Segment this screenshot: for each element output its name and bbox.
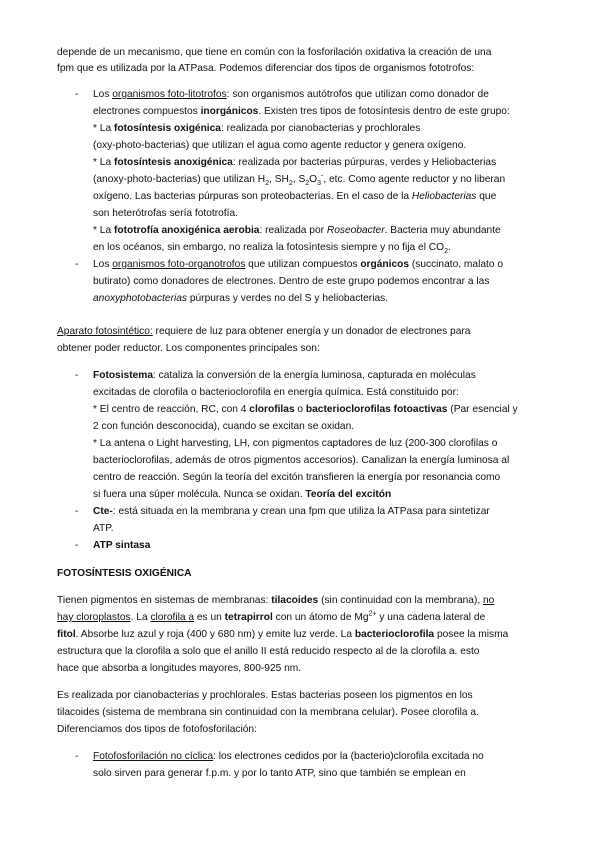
text-line: * La fototrofía anoxigénica aerobia: realizada por Roseobacter. Bacteria muy abundante: [93, 225, 501, 236]
text-line: en los océanos, sin embargo, no realiza la fotosíntesis siempre y no fija el $CO_2$.: [93, 242, 451, 256]
text-line: Diferenciamos dos tipos de fotofosforilación:: [57, 724, 257, 735]
text-line: electrones compuestos inorgánicos. Existen tres tipos de fotosíntesis dentro de este grupo:: [93, 106, 510, 117]
bullet-dash: -: [75, 751, 79, 762]
text-line: ATP sintasa: [93, 540, 151, 551]
text-line: * La fotosíntesis oxigénica: realizada por cianobacterias y prochlorales: [93, 123, 421, 134]
text-line: oxígeno. Las bacterias púrpuras son proteobacterias. En el caso de la Heliobacterias que: [93, 191, 497, 202]
text-line: Aparato fotosintético: requiere de luz para obtener energía y un donador de electrones para: [57, 326, 471, 337]
text-line: son heterótrofas sería fototrofía.: [93, 208, 238, 219]
text-line: * La antena o Light harvesting, LH, con pigmentos captadores de luz (200-300 clorofilas o: [93, 438, 498, 449]
text-line: fpm que es utilizada por la ATPasa. Podemos diferenciar dos tipos de organismos fototrofos:: [57, 63, 475, 74]
text-line: Fotosistema: cataliza la conversión de la energía luminosa, capturada en moléculas: [93, 370, 476, 381]
text-line: ATP.: [93, 523, 114, 534]
bullet-dash: -: [75, 259, 79, 270]
text-line: * El centro de reacción, RC, con 4 clorofilas o bacterioclorofilas fotoactivas (Par esencial y: [93, 404, 518, 415]
text-line: centro de reacción. Según la teoría del excitón transfieren la energía por resonancia como: [93, 472, 501, 483]
text-line: bacterioclorofilas, además de otros pigmentos accesorios). Canalizan la energía luminosa al: [93, 455, 510, 466]
text-line: tilacoides (sistema de membrana sin continuidad con la membrana celular). Posee clorofila a.: [57, 707, 479, 718]
text-line: fitol. Absorbe luz azul y roja (400 y 680 nm) y emite luz verde. La bacterioclorofila posee la misma: [57, 629, 509, 640]
text-line: anoxyphotobacterias púrpuras y verdes no del S y heliobacterias.: [93, 293, 389, 304]
section-heading: FOTOSÍNTESIS OXIGÉNICA: [57, 568, 192, 579]
text-line: excitadas de clorofila o bacterioclorofila en energía química. Está constituido por:: [93, 387, 459, 398]
text-line: Los organismos foto-litotrofos: son organismos autótrofos que utilizan como donador de: [93, 89, 489, 100]
text-line: (anoxy-photo-bacterias) que utilizan $H_2$, $SH_2$, $S_2O_3^-$, etc. Como agente reductor y no liberan: [93, 172, 506, 188]
text-line: butirato) como donadores de electrones. Dentro de este grupo podemos encontrar a las: [93, 276, 490, 287]
text-line: 2 con función desconocida), cuando se excitan se oxidan.: [93, 421, 355, 432]
text-line: hay cloroplastos. La clorofila a es un tetrapirrol con un átomo de $Mg^{2+}$ y una cadena lateral de: [57, 610, 486, 623]
text-line: Fotofosforilación no cíclica: los electrones cedidos por la (bacterio)clorofila excitada no: [93, 751, 484, 762]
text-line: si fuera una súper molécula. Nunca se oxidan. Teoría del excitón: [93, 489, 392, 500]
text-line: depende de un mecanismo, que tiene en común con la fosforilación oxidativa la creación de una: [57, 47, 492, 58]
bullet-dash: -: [75, 506, 79, 517]
bullet-dash: -: [75, 89, 79, 100]
text-line: Cte-: está situada en la membrana y crean una fpm que utiliza la ATPasa para sintetizar: [93, 506, 490, 517]
text-line: estructura que la clorofila a solo que el anillo II está reducido respecto al de la clorofila a. esto: [57, 646, 480, 657]
text-line: * La fotosíntesis anoxigénica: realizada por bacterias púrpuras, verdes y Heliobacterias: [93, 157, 497, 168]
text-line: obtener poder reductor. Los componentes principales son:: [57, 343, 320, 354]
text-line: Los organismos foto-organotrofos que utilizan compuestos orgánicos (succinato, malato o: [93, 259, 503, 270]
text-line: Es realizada por cianobacterias y prochlorales. Estas bacterias poseen los pigmentos en los: [57, 690, 473, 701]
bullet-dash: -: [75, 540, 79, 551]
text-line: solo sirven para generar f.p.m. y por lo tanto ATP, sino que también se emplean en: [93, 768, 466, 779]
text-line: (oxy-photo-bacterias) que utilizan el agua como agente reductor y genera oxígeno.: [93, 140, 467, 151]
text-line: Tienen pigmentos en sistemas de membranas: tilacoides (sin continuidad con la membrana), no: [57, 595, 495, 606]
text-line: hace que absorba a longitudes mayores, 800-925 nm.: [57, 663, 302, 674]
bullet-dash: -: [75, 370, 79, 381]
